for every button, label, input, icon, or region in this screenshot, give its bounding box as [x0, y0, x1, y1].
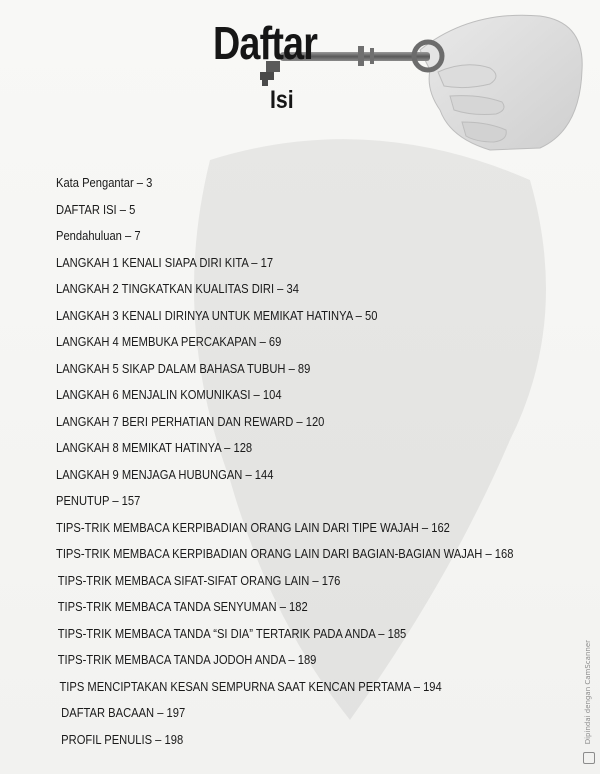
table-of-contents	[56, 170, 576, 753]
toc-entry: TIPS-TRIK MEMBACA KERPIBADIAN ORANG LAIN DARI BAGIAN-BAGIAN WAJAH – 168	[56, 546, 514, 561]
camscanner-icon	[583, 752, 595, 764]
scanner-watermark: Dipindai dengan CamScanner	[584, 640, 592, 745]
toc-entry: LANGKAH 2 TINGKATKAN KUALITAS DIRI – 34	[56, 281, 299, 296]
toc-entry: LANGKAH 8 MEMIKAT HATINYA – 128	[56, 440, 253, 455]
toc-entry: LANGKAH 6 MENJALIN KOMUNIKASI – 104	[56, 387, 282, 402]
page-title: Daftar	[213, 17, 318, 69]
toc-entry: Pendahuluan – 7	[56, 228, 141, 243]
toc-entry: TIPS-TRIK MEMBACA SIFAT-SIFAT ORANG LAIN – 176	[57, 572, 341, 588]
toc-entry: TIPS-TRIK MEMBACA TANDA JODOH ANDA – 189	[57, 652, 317, 667]
toc-entry: LANGKAH 7 BERI PERHATIAN DAN REWARD – 120	[56, 413, 325, 429]
toc-entry: LANGKAH 5 SIKAP DALAM BAHASA TUBUH – 89	[56, 360, 311, 376]
page-subtitle: Isi	[270, 86, 294, 114]
header	[0, 0, 600, 160]
toc-entry: TIPS-TRIK MEMBACA TANDA “SI DIA” TERTARIK PADA ANDA – 185	[57, 625, 407, 641]
toc-entry: PENUTUP – 157	[56, 493, 141, 508]
toc-entry: PROFIL PENULIS – 198	[61, 731, 184, 747]
toc-entry: TIPS-TRIK MEMBACA KERPIBADIAN ORANG LAIN DARI TIPE WAJAH – 162	[56, 519, 450, 535]
toc-entry: TIPS-TRIK MEMBACA TANDA SENYUMAN – 182	[57, 599, 308, 614]
toc-entry: DAFTAR ISI – 5	[56, 201, 136, 217]
toc-entry: TIPS MENCIPTAKAN KESAN SEMPURNA SAAT KENCAN PERTAMA – 194	[59, 678, 442, 694]
toc-entry: LANGKAH 4 MEMBUKA PERCAKAPAN – 69	[56, 334, 282, 349]
toc-entry: LANGKAH 1 KENALI SIAPA DIRI KITA – 17	[56, 254, 274, 270]
toc-entry: LANGKAH 9 MENJAGA HUBUNGAN – 144	[56, 466, 274, 482]
toc-entry: Kata Pengantar – 3	[56, 175, 153, 190]
toc-entry: LANGKAH 3 KENALI DIRINYA UNTUK MEMIKAT HATINYA – 50	[56, 307, 378, 323]
toc-entry: DAFTAR BACAAN – 197	[61, 705, 186, 720]
